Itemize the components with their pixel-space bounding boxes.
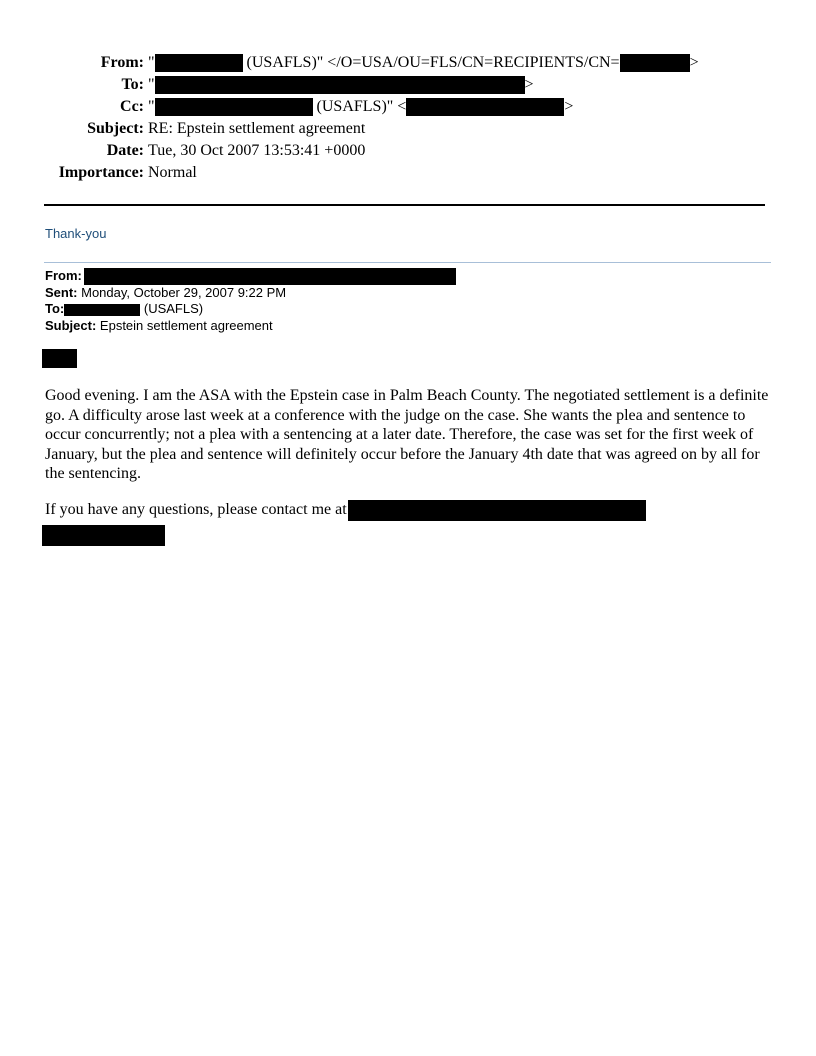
redaction-bar bbox=[42, 349, 77, 368]
header-cc-value bbox=[148, 96, 573, 118]
header-from-value bbox=[148, 52, 699, 74]
header-cc-row bbox=[0, 96, 816, 118]
forwarded-subject-value: Epstein settlement agreement bbox=[99, 317, 273, 333]
header-divider bbox=[44, 204, 765, 206]
redaction-bar bbox=[406, 98, 564, 116]
header-importance-value: Normal bbox=[148, 164, 197, 181]
message-body bbox=[45, 386, 770, 537]
forwarded-to-value: (USAFLS) bbox=[140, 301, 204, 316]
header-date-row bbox=[0, 140, 816, 162]
header-to-value bbox=[148, 74, 534, 96]
header-importance-label: Importance: bbox=[58, 164, 144, 181]
header-subject-value: RE: Epstein settlement agreement bbox=[148, 120, 366, 137]
header-importance-row bbox=[0, 162, 816, 184]
body-paragraph: Good evening. I am the ASA with the Epstein case in Palm Beach County. The negotiated settlement is a definite go. A difficulty arose last week at a conference with the judge on the case. She wants the plea and sentence to occur concurrently; not a plea with a sentencing at a later date. Therefore, the case was set for the first week of January, but the plea and sentence will definitely occur before the January 4th date that was agreed on by all for the sentencing. bbox=[45, 387, 769, 482]
reply-text: Thank-you bbox=[45, 226, 107, 241]
header-from-label: From: bbox=[100, 54, 144, 71]
header-cc-label: Cc: bbox=[120, 98, 144, 115]
forward-divider bbox=[44, 262, 771, 263]
header-to-label: To: bbox=[121, 76, 144, 93]
forwarded-sent-value: Monday, October 29, 2007 9:22 PM bbox=[81, 284, 287, 300]
forwarded-from-row bbox=[45, 268, 456, 285]
header-to-row bbox=[0, 74, 816, 96]
from-address-text: (USAFLS)" </O=USA/OU=FLS/CN=RECIPIENTS/CN= bbox=[242, 54, 620, 71]
cc-address-text: (USAFLS)" < bbox=[312, 98, 407, 115]
contact-sentence: If you have any questions, please contact me at bbox=[45, 500, 347, 518]
redaction-bar bbox=[620, 54, 690, 72]
forwarded-sent-row bbox=[45, 285, 456, 302]
header-subject-row bbox=[0, 118, 816, 140]
cc-close: > bbox=[564, 98, 574, 115]
forwarded-to-label: To: bbox=[45, 301, 65, 316]
from-quote: " bbox=[148, 54, 155, 71]
forwarded-subject-row bbox=[45, 318, 456, 335]
redaction-bar bbox=[155, 98, 313, 116]
forwarded-from-label: From: bbox=[45, 268, 82, 283]
header-date-label: Date: bbox=[106, 142, 144, 159]
redaction-bar bbox=[155, 76, 525, 94]
from-close: > bbox=[689, 54, 699, 71]
to-quote: " bbox=[148, 76, 155, 93]
email-header bbox=[0, 52, 816, 184]
redaction-bar bbox=[42, 525, 165, 546]
redaction-bar bbox=[348, 500, 646, 521]
forwarded-header bbox=[45, 268, 456, 334]
forwarded-to-row bbox=[45, 301, 456, 318]
redaction-bar bbox=[64, 304, 140, 316]
header-subject-label: Subject: bbox=[87, 120, 144, 137]
to-close: > bbox=[524, 76, 534, 93]
redaction-bar bbox=[84, 268, 456, 285]
cc-quote: " bbox=[148, 98, 155, 115]
body-paragraph bbox=[45, 500, 770, 521]
forwarded-sent-label: Sent: bbox=[45, 284, 78, 300]
header-date-value: Tue, 30 Oct 2007 13:53:41 +0000 bbox=[148, 142, 366, 159]
forwarded-subject-label: Subject: bbox=[45, 317, 97, 333]
redaction-bar bbox=[155, 54, 243, 72]
header-from-row bbox=[0, 52, 816, 74]
